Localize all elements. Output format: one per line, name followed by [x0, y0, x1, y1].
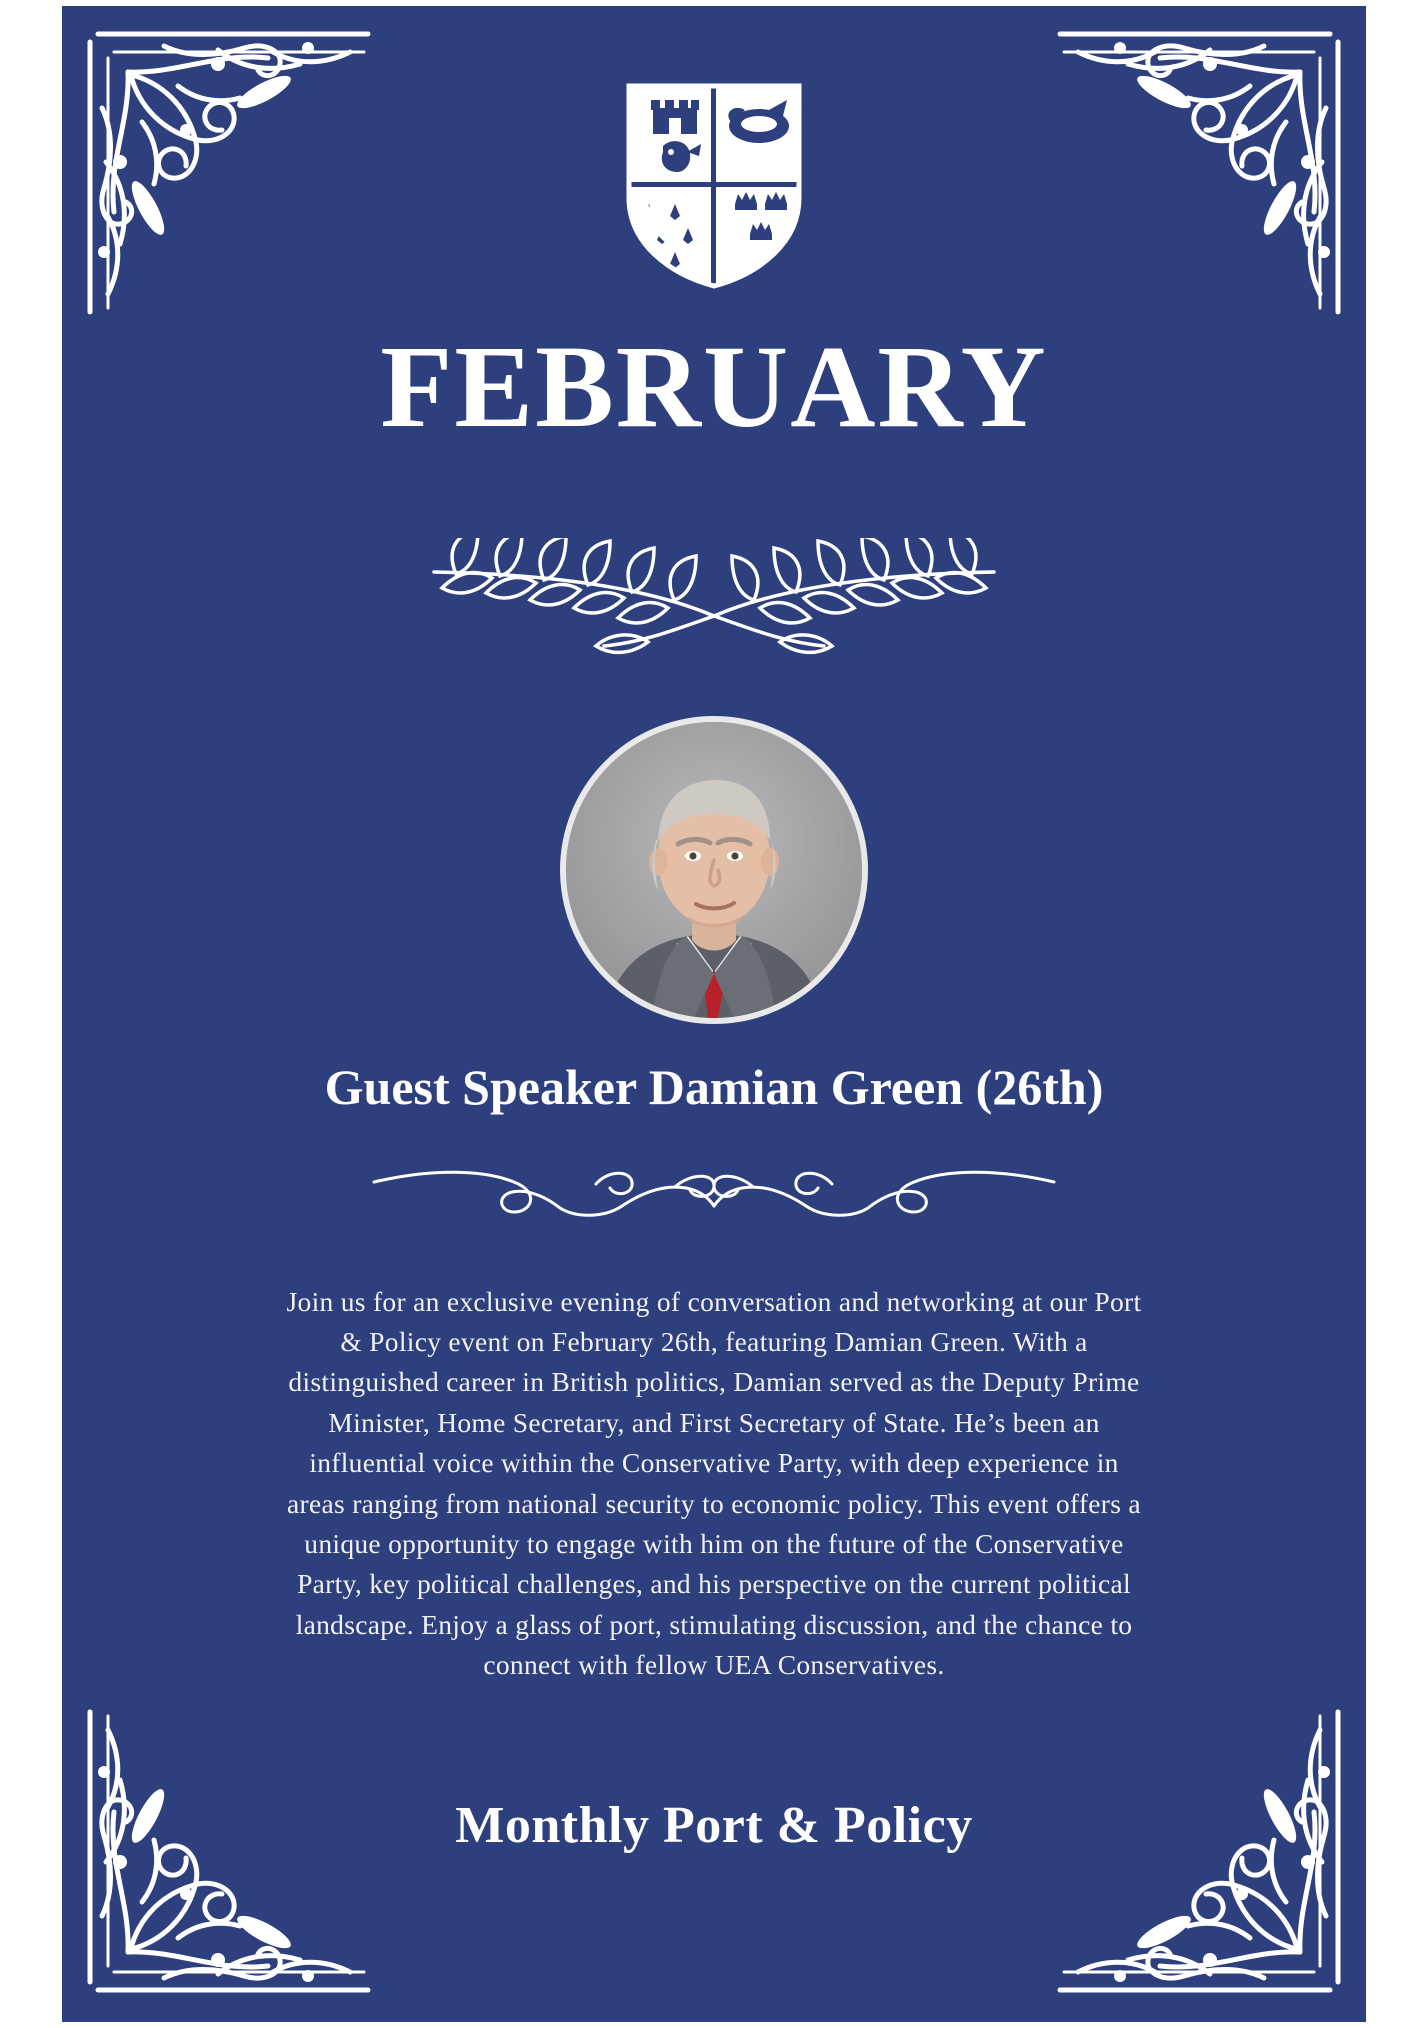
filigree-corner-ornament-icon — [1030, 12, 1360, 342]
laurel-branch-divider-icon — [244, 538, 1184, 668]
speaker-heading: Guest Speaker Damian Green (26th) — [324, 1059, 1104, 1115]
filigree-corner-ornament-icon — [68, 12, 398, 342]
scroll-flourish-divider-icon — [364, 1156, 1064, 1226]
heraldic-crest-icon — [619, 78, 809, 293]
page-title: FEBRUARY — [380, 321, 1048, 452]
footer-title: Monthly Port & Policy — [455, 1797, 973, 1854]
speaker-portrait-photo — [560, 716, 868, 1024]
event-description: Join us for an exclusive evening of conversation and networking at our Port & Policy event on February 26th, featuring Damian Green. With a distinguished career in British politics, Damian served as the Deputy Prime Minister, Home Secretary, and First Secretary of State. He’s been an influential voice within the Conservative Party, with deep experience in areas ranging from national security to economic policy. This event offers a unique opportunity to engage with him on the future of the Conservative Party, key political challenges, and his perspective on the current political landscape. Enjoy a glass of port, stimulating discussion, and the chance to connect with fellow UEA Conservatives. — [286, 1285, 1142, 1681]
poster-canvas — [62, 6, 1366, 2022]
